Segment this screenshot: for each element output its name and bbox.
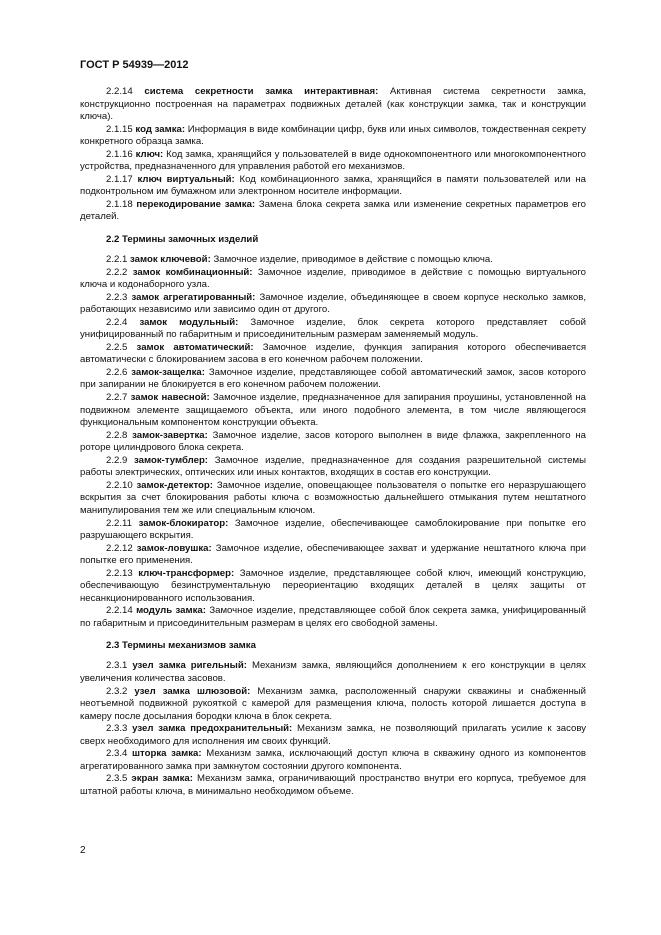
term-name: замок-завертка: — [132, 429, 208, 441]
term-entry — [80, 455, 586, 480]
term-number: 2.2.11 — [106, 517, 132, 529]
term-entry — [80, 174, 586, 199]
term-entry — [80, 392, 586, 430]
document-body — [80, 86, 586, 798]
term-number: 2.1.15 — [106, 123, 133, 135]
term-entry — [80, 267, 586, 292]
term-number: 2.2.5 — [106, 341, 128, 353]
term-entry — [80, 430, 586, 455]
term-entry — [80, 518, 586, 543]
term-number: 2.2.4 — [106, 316, 128, 328]
term-name: замок-ловушка: — [136, 542, 212, 554]
term-entry — [80, 149, 586, 174]
term-entry — [80, 773, 586, 798]
section-heading: 2.3 Термины механизмов замка — [106, 640, 256, 652]
term-definition: Замочное изделие, предназначенное для запирания проушины, установленной на подвижном элементе защищаемого объекта, или иного подобного элемента, в том числе являющегося функциональным компонентом конструкции объекта. — [80, 392, 586, 429]
term-definition: Активная система секретности замка, конструкционно построенная на параметрах подвижных деталей (как конструкции замка, так и конструкции ключа). — [80, 86, 586, 123]
term-number: 2.3.4 — [106, 748, 128, 760]
term-name: экран замка: — [131, 773, 193, 785]
term-name: шторка замка: — [132, 748, 202, 760]
term-definition: Механизм замка, исключающий доступ ключа в скважину одного из компонентов агрегатированного замка при замкнутом состоянии другого компонента. — [80, 748, 587, 772]
document-header: ГОСТ Р 54939—2012 — [80, 59, 189, 71]
term-number: 2.1.16 — [106, 148, 133, 160]
term-number: 2.2.6 — [106, 366, 128, 378]
term-definition: Механизм замка, являющийся дополнением к его конструкции в целях увеличения количества засовов. — [80, 660, 586, 684]
term-name: замок автоматический: — [136, 341, 254, 353]
term-number: 2.2.14 — [106, 86, 133, 97]
term-entry — [80, 342, 586, 367]
term-name: замок навесной: — [130, 392, 210, 404]
term-entry — [80, 292, 586, 317]
term-number: 2.3.2 — [106, 685, 128, 697]
term-definition: Замочное изделие, приводимое в действие с помощью виртуального ключа и кодонаборного узла. — [80, 266, 587, 291]
term-name: замок ключевой: — [130, 254, 211, 266]
term-number: 2.2.10 — [106, 479, 133, 491]
term-definition: Замена блока секрета замка или изменение секретных параметров его деталей. — [80, 198, 587, 223]
term-definition: Замочное изделие, функция запирания которого обеспечивается автоматически с блокированием засова в его конечном рабочем положении. — [80, 341, 587, 366]
term-name: замок-детектор: — [136, 479, 213, 491]
term-entry — [80, 543, 586, 568]
term-name: ключ: — [135, 148, 164, 160]
term-number: 2.2.13 — [106, 567, 133, 579]
term-entry — [80, 686, 586, 724]
term-name: перекодирование замка: — [136, 198, 256, 210]
term-number: 2.2.2 — [106, 266, 128, 278]
term-definition: Код замка, хранящийся у пользователей в виде однокомпонентного или многокомпонентного устройства, предназначенного для управления работой его механизмов. — [80, 148, 586, 173]
term-name: замок-блокиратор: — [138, 517, 229, 529]
term-definition: Замочное изделие, предназначенное для создания разрешительной системы работы электрических, оптических или иных контактов, входящих в состав его конструкции. — [80, 454, 587, 479]
term-entry — [80, 86, 586, 124]
term-name: замок агрегатированный: — [131, 291, 256, 303]
section-heading: 2.2 Термины замочных изделий — [106, 234, 259, 246]
term-name: ключ виртуальный: — [137, 173, 235, 185]
term-definition: Замочное изделие, обеспечивающее самоблокирование при попытке его разрушающего вскрытия. — [80, 517, 586, 542]
term-number: 2.3.1 — [106, 660, 128, 672]
term-entry — [80, 568, 586, 606]
term-name: код замка: — [135, 123, 186, 135]
term-definition: Замочное изделие, представляющее собой ключ, имеющий конструкцию, обеспечивающую безинструментальную переориентацию входящих деталей в целях защиты от несанкционированного использования. — [80, 567, 586, 604]
term-number: 2.2.8 — [106, 429, 128, 441]
term-entry — [80, 723, 586, 748]
term-number: 2.2.7 — [106, 392, 128, 404]
term-number: 2.3.3 — [106, 723, 128, 735]
term-entry — [80, 254, 586, 267]
term-name: узел замка шлюзовой: — [134, 685, 251, 697]
term-name: замок-тумблер: — [134, 454, 208, 466]
term-entry — [80, 480, 586, 518]
term-entry — [80, 605, 586, 630]
term-definition: Код комбинационного замка, хранящийся в памяти пользователей или на подконтрольном им бумажном или электронном носителе информации. — [80, 173, 587, 198]
term-name: замок-защелка: — [131, 366, 205, 378]
term-number: 2.2.1 — [106, 254, 128, 266]
term-definition: Механизм замка, расположенный снаружи скважины и снабженный неотъемной подвижной рукояткой с камерой для размещения ключа, полость которой лишается доступа в камеру после досылания бородки ключа в блок секрета. — [80, 685, 586, 722]
term-number: 2.2.14 — [106, 605, 133, 617]
term-entry — [80, 367, 586, 392]
term-definition: Замочное изделие, засов которого выполнен в виде флажка, закрепленного на роторе цилиндрового блока секрета. — [80, 429, 586, 454]
term-definition: Информация в виде комбинации цифр, букв или иных символов, тождественная секрету конкретного образца замка. — [80, 123, 587, 148]
term-definition: Замочное изделие, обеспечивающее захват и удержание нештатного ключа при попытке его применения. — [80, 542, 586, 567]
term-name: ключ-трансформер: — [138, 567, 235, 579]
term-definition: Замочное изделие, оповещающее пользователя о попытке его неразрушающего вскрытия за счет блокирования работы ключа с возможностью дальнейшего отмыкания путем нештатного манипулирования тем же или специальным ключом. — [80, 479, 586, 516]
term-definition: Замочное изделие, объединяющее в своем корпусе несколько замков, работающих независимо или зависимо один от другого. — [80, 291, 586, 316]
term-name: модуль замка: — [136, 605, 206, 617]
term-entry — [80, 748, 586, 773]
term-definition: Механизм замка, ограничивающий пространство внутри его корпуса, требуемое для штатной работы ключа, в минимально необходимом объеме. — [80, 773, 586, 797]
term-name: узел замка ригельный: — [132, 660, 247, 672]
term-name: узел замка предохранительный: — [132, 723, 293, 735]
term-name: замок комбинационный: — [132, 266, 253, 278]
term-definition: Замочное изделие, приводимое в действие с помощью ключа. — [213, 254, 493, 266]
term-entry — [80, 124, 586, 149]
term-number: 2.2.9 — [106, 454, 128, 466]
term-definition: Замочное изделие, блок секрета которого представляет собой унифицированный по габаритным и присоединительным размерам заменяемый модуль. — [80, 316, 586, 341]
term-definition: Замочное изделие, представляющее собой блок секрета замка, унифицированный по габаритным и присоединительным размерам в целях его свободной замены. — [80, 605, 586, 629]
term-entry — [80, 199, 586, 224]
term-number: 2.1.17 — [106, 173, 133, 185]
term-number: 2.2.12 — [106, 542, 133, 554]
term-entry — [80, 660, 586, 685]
term-entry — [80, 317, 586, 342]
term-name: замок модульный: — [139, 316, 239, 328]
term-number: 2.3.5 — [106, 773, 128, 785]
page-number: 2 — [80, 845, 86, 856]
term-name: система секретности замка интерактивная: — [144, 86, 379, 97]
term-number: 2.1.18 — [106, 198, 133, 210]
term-number: 2.2.3 — [106, 291, 128, 303]
term-definition: Механизм замка, не позволяющий прилагать усилие к засову сверх необходимого для исполнения им своих функций. — [80, 723, 586, 747]
term-definition: Замочное изделие, представляющее собой автоматический замок, засов которого при запирании не блокируется в его конечном рабочем положении. — [80, 366, 587, 391]
